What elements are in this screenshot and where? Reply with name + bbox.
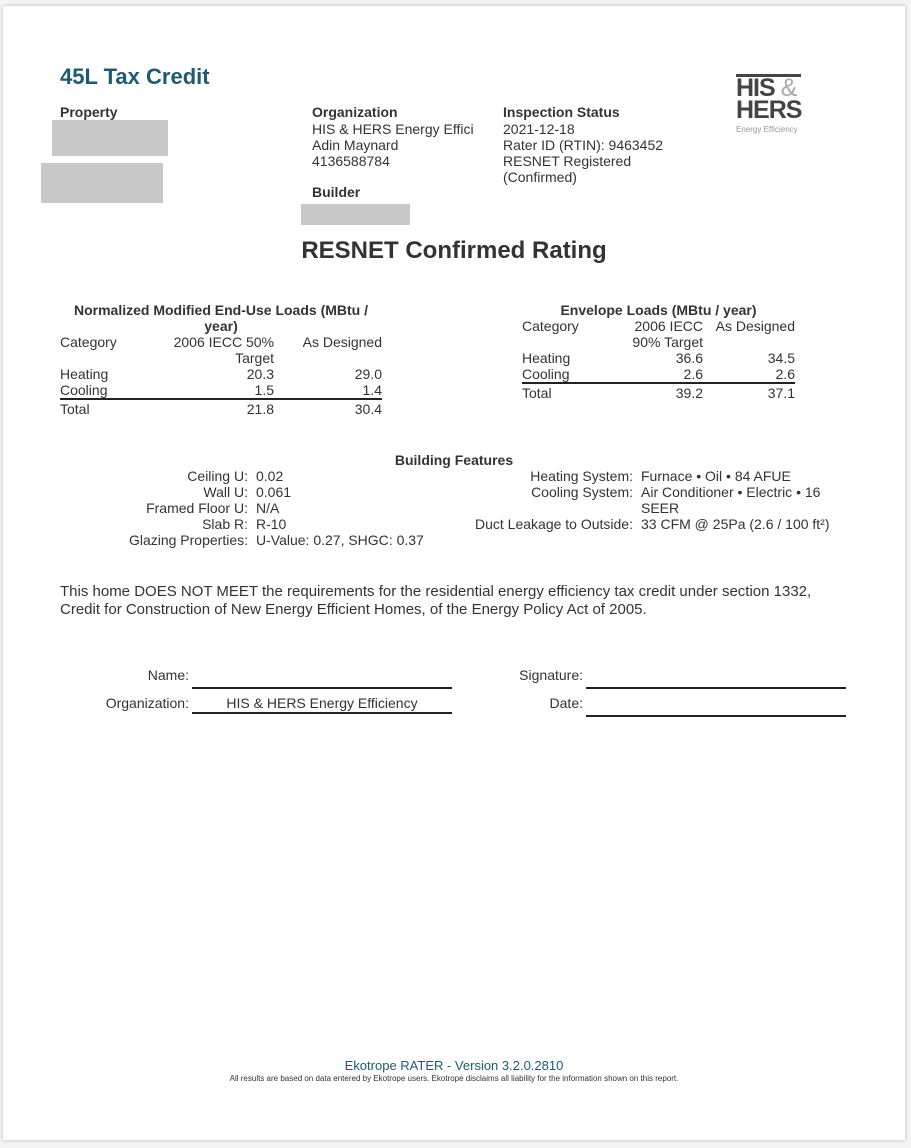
end-use-loads-section — [60, 302, 382, 417]
organization-phone: 4136588784 — [312, 153, 390, 169]
envelope-loads-section — [522, 302, 795, 401]
feature-cooling-value: Air Conditioner • Electric • 16 SEER — [641, 484, 821, 516]
builder-label: Builder — [312, 184, 361, 200]
table-total-row: Total 39.2 37.1 — [522, 385, 795, 401]
table-row: Cooling 2.6 2.6 — [522, 366, 795, 382]
signature-field — [586, 667, 846, 689]
table-row: Heating 20.3 29.0 — [60, 366, 382, 382]
company-logo: HIS & HERS — [736, 74, 802, 124]
feature-glazing-label: Glazing Properties: — [128, 532, 248, 548]
feature-wall-value: 0.061 — [256, 484, 292, 500]
table-header-row: Category 2006 IECC 90% Target As Designed — [522, 318, 795, 350]
organization-name: HIS & HERS Energy Effici — [312, 121, 474, 137]
builder-redacted — [301, 204, 410, 225]
date-field — [586, 695, 846, 717]
name-label: Name: — [147, 667, 189, 683]
report-page — [3, 6, 905, 1140]
software-version: Ekotrope RATER - Version 3.2.0.2810 — [344, 1058, 564, 1073]
envelope-loads-title: Envelope Loads (MBtu / year) — [560, 302, 757, 318]
envelope-loads-table — [522, 302, 795, 401]
feature-duct-value: 33 CFM @ 25Pa (2.6 / 100 ft²) — [641, 516, 830, 532]
logo-tagline: Energy Efficiency — [736, 125, 798, 134]
table-row: Cooling 1.5 1.4 — [60, 382, 382, 398]
table-row: Heating 36.6 34.5 — [522, 350, 795, 366]
rater-id: Rater ID (RTIN): 9463452 — [503, 137, 664, 153]
inspection-status-label: Inspection Status — [503, 104, 620, 120]
inspection-date: 2021-12-18 — [503, 121, 575, 137]
organization-contact: Adin Maynard — [312, 137, 399, 153]
table-total-row: Total 21.8 30.4 — [60, 401, 382, 417]
compliance-statement: This home DOES NOT MEET the requirements for the residential energy efficiency tax credit under section 1332, Credit for Construction of New Energy Efficient Homes, of the Energy Policy Act of 2005. — [60, 583, 812, 618]
end-use-loads-title: Normalized Modified End-Use Loads (MBtu / year) — [73, 302, 368, 334]
organization-sign-field: HIS & HERS Energy Efficiency — [192, 692, 452, 714]
end-use-loads-table — [60, 302, 382, 417]
registration-confirmed: (Confirmed) — [503, 169, 577, 185]
feature-ceiling-label: Ceiling U: — [187, 468, 248, 484]
main-heading: RESNET Confirmed Rating — [301, 237, 607, 264]
feature-ceiling-value: 0.02 — [256, 468, 284, 484]
disclaimer: All results are based on data entered by Ekotrope users. Ekotrope disclaims all liability for the information shown on this report. — [229, 1074, 679, 1083]
feature-heating-value: Furnace • Oil • 84 AFUE — [641, 468, 791, 484]
feature-slab-value: R-10 — [256, 516, 287, 532]
property-redacted-address — [52, 120, 168, 156]
feature-slab-label: Slab R: — [202, 516, 248, 532]
organization-label: Organization — [312, 104, 398, 120]
feature-glazing-value: U-Value: 0.27, SHGC: 0.37 — [256, 532, 424, 548]
building-features-title: Building Features — [394, 452, 514, 468]
organization-details — [312, 121, 477, 169]
feature-heating-label: Heating System: — [530, 468, 633, 484]
inspection-details — [503, 121, 663, 185]
registration-status: RESNET Registered — [503, 153, 632, 169]
feature-duct-label: Duct Leakage to Outside: — [475, 516, 633, 532]
property-label: Property — [60, 104, 118, 120]
name-field — [192, 667, 452, 689]
signature-label: Signature: — [519, 667, 583, 683]
feature-cooling-label: Cooling System: — [531, 484, 633, 500]
feature-floor-label: Framed Floor U: — [146, 500, 248, 516]
table-header-row: Category 2006 IECC 50% Target As Designed — [60, 334, 382, 366]
feature-floor-value: N/A — [256, 500, 280, 516]
property-redacted-city — [41, 163, 163, 203]
document-title: 45L Tax Credit — [60, 64, 210, 89]
feature-wall-label: Wall U: — [203, 484, 248, 500]
date-label: Date: — [549, 695, 583, 711]
organization-sign-label: Organization: — [105, 695, 189, 711]
